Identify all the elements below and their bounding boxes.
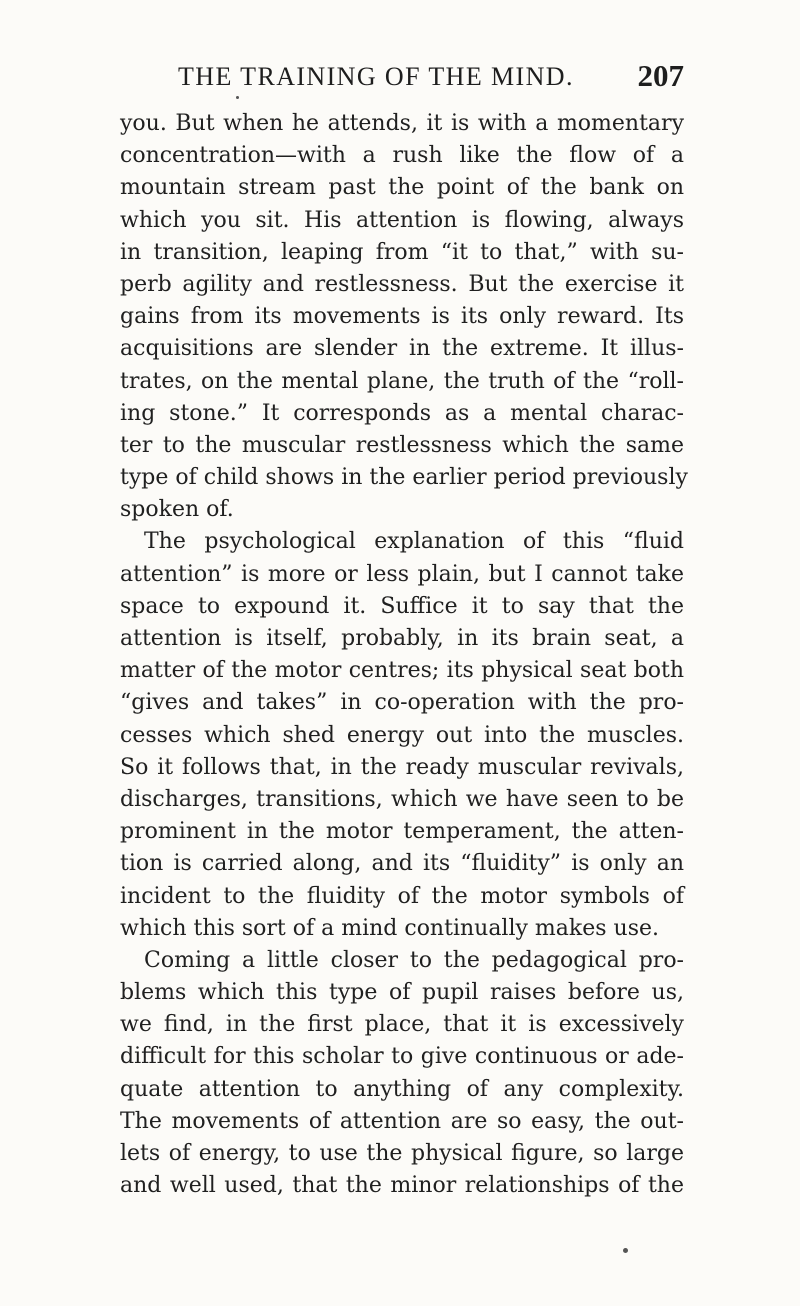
body-text <box>120 108 688 1202</box>
text-line: perb agility and restlessness. But the exercise it <box>120 271 684 297</box>
text-line: ter to the muscular restlessness which the same <box>120 432 684 458</box>
text-line: cesses which shed energy out into the muscles. <box>120 722 684 748</box>
text-line-paragraph-start: Coming a little closer to the pedagogical pro- <box>144 947 684 973</box>
text-line: ing stone.” It corresponds as a mental charac- <box>120 400 684 426</box>
text-line: and well used, that the minor relationships of the <box>120 1173 684 1199</box>
text-line: gains from its movements is its only reward. Its <box>120 304 684 330</box>
text-line: we find, in the first place, that it is excessively <box>120 1012 684 1038</box>
text-line: blems which this type of pupil raises before us, <box>120 980 684 1006</box>
text-line: acquisitions are slender in the extreme. It illus- <box>120 336 684 362</box>
running-head-title: THE TRAINING OF THE MIND. <box>178 62 574 91</box>
text-line: So it follows that, in the ready muscular revivals, <box>120 754 684 780</box>
text-line: difficult for this scholar to give continuous or ade- <box>120 1044 684 1070</box>
text-line: concentration—with a rush like the flow of a <box>120 143 684 169</box>
text-line-paragraph-end: which this sort of a mind continually makes use. <box>120 915 660 941</box>
text-line: prominent in the motor temperament, the atten- <box>120 819 684 845</box>
text-line: quate attention to anything of any complexity. <box>120 1076 684 1102</box>
text-line: space to expound it. Suffice it to say that the <box>120 593 684 619</box>
text-line: you. But when he attends, it is with a momentary <box>120 111 684 136</box>
text-line: mountain stream past the point of the bank on <box>120 175 684 201</box>
running-head <box>178 58 684 98</box>
page-number: 207 <box>637 58 684 93</box>
text-line: incident to the fluidity of the motor symbols of <box>120 883 684 909</box>
text-line: “gives and takes” in co-operation with the pro- <box>120 690 684 716</box>
text-line: in transition, leaping from “it to that,” with su- <box>120 239 684 265</box>
text-line: matter of the motor centres; its physical seat both <box>120 658 684 684</box>
text-line: which you sit. His attention is flowing, always <box>120 207 684 233</box>
text-line: trates, on the mental plane, the truth of the “roll- <box>120 368 684 394</box>
text-line: lets of energy, to use the physical figure, so large <box>120 1141 684 1166</box>
text-line: attention is itself, probably, in its brain seat, a <box>120 626 684 651</box>
text-line-paragraph-start: The psychological explanation of this “fluid <box>144 529 684 555</box>
text-line-paragraph-end: spoken of. <box>120 497 234 523</box>
print-speck <box>236 96 239 99</box>
text-line: discharges, transitions, which we have seen to be <box>120 786 684 812</box>
text-line: attention” is more or less plain, but I cannot take <box>120 561 684 587</box>
text-line: The movements of attention are so easy, the out- <box>120 1108 684 1134</box>
text-line: type of child shows in the earlier period previously <box>120 465 688 491</box>
print-speck <box>623 1248 628 1253</box>
text-line: tion is carried along, and its “fluidity” is only an <box>120 851 684 877</box>
